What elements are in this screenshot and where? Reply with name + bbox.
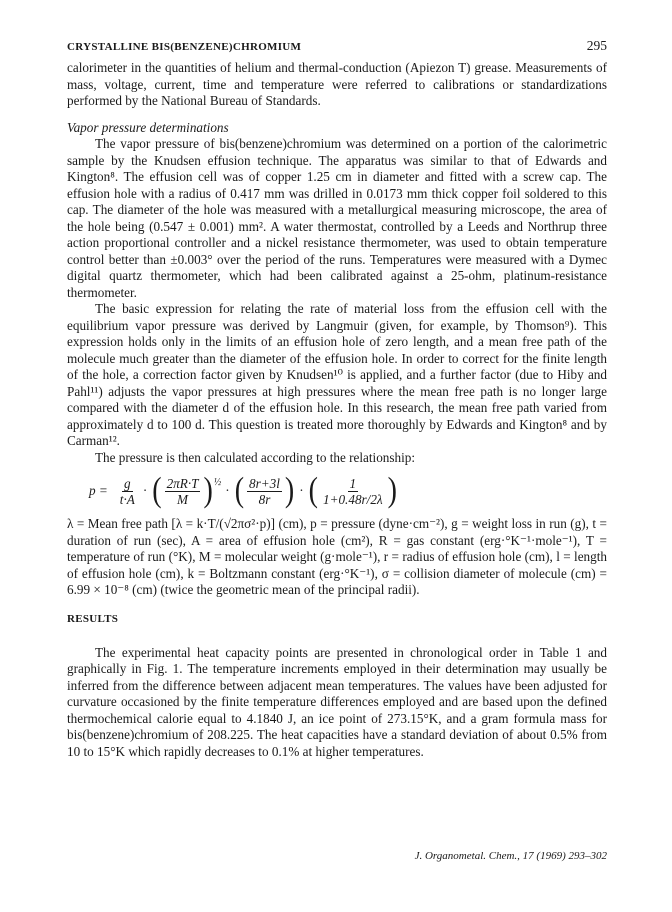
fraction-numerator: 8r+3l [249, 475, 280, 491]
paragraph-symbol-definitions: λ = Mean free path [λ = k·T/(√2πσ²·p)] (cm), p = pressure (dyne·cm⁻²), g = weight loss in run (g), t = duration of run (sec), A = area of effusion hole (cm²), R = gas constant (erg·°K⁻¹·mole⁻¹), T = temperature of run (°K), M = molecular weight (g·mole⁻¹), r = radius of effusion hole (cm), l = length of effusion hole (cm), k = Boltzmann constant (erg·°K⁻¹), σ = collision diameter of molecule (cm) = 6.99 × 10⁻⁸ (cm) (twice the geometric mean of the principal radii). [67, 516, 607, 597]
paragraph-knudsen: The vapor pressure of bis(benzene)chromium was determined on a portion of the calorimetric sample by the Knudsen effusion technique. The apparatus was similar to that of Edwards and Kington⁸. The effusion cell was of copper 1.25 cm in diameter and fitted with a screw cap. The effusion hole with a radius of 0.417 mm was drilled in 0.0173 mm thick copper foil soldered to this cap. The diameter of the hole was measured with a metallurgical measuring microscope, the area of the hole being (0.547 ± 0.001) mm². A water thermostat, controlled by a Leeds and Northrup three action proportional controller and a nickel resistance thermometer, was used to obtain temperature control better than ±0.003° over the period of the runs. Temperatures were measured with a Dymec digital quartz thermometer, which had been calibrated against a 25-ohm, platinum-resistance thermometer. [67, 136, 607, 300]
page-number: 295 [586, 38, 607, 53]
fraction-denominator: t·A [119, 491, 135, 507]
paragraph-results: The experimental heat capacity points are presented in chronological order in Table 1 and graphically in Fig. 1. The temperature increments employed in their determination may usually be inferred from the difference between adjacent mean temperatures. The values have been adjusted for curvature occasioned by the finite temperature differences employed and are based upon the defined thermochemical calorie equal to 4.1840 J, an ice point of 273.15°K, and a gram formula mass for bis(benzene)chromium of 208.225. The heat capacities have a standard deviation of about 0.5% from 10 to 15°K which rapidly decreases to 0.1% at higher temperatures. [67, 644, 607, 759]
page [67, 38, 607, 862]
pressure-equation: p = $\frac{g}{t\cdot A}$ · ( $\frac{2\pi R\cdot T}{M}$ ) $^{\frac{1}{2}}$ · ( $\frac{8r+3l}{8r}$ ) · ( $\frac{1}{1+0.48r/2\lambda}$ ) [89, 471, 397, 510]
fraction-numerator: g [124, 475, 131, 491]
subheading-vapor-pressure: Vapor pressure determinations [67, 119, 229, 135]
fraction-denominator: 1+0.48r/2λ [322, 491, 383, 507]
journal-citation: J. Organometal. Chem., 17 (1969) 293–302 [414, 850, 607, 862]
paragraph-calorimeter: calorimeter in the quantities of helium and thermal-conduction (Apiezon T) grease. Measurements of mass, voltage, current, time and temperature were referred to calibrations or standardizations performed by the National Bureau of Standards. [67, 60, 607, 108]
equation-exponent: ½ [213, 476, 222, 488]
fraction-denominator: 8r [258, 491, 271, 507]
paragraph-pressure-intro: The pressure is then calculated according to the relationship: [95, 449, 416, 465]
fraction-pressure-correction [321, 476, 385, 507]
fraction-g-over-tA [118, 476, 137, 507]
paragraph-langmuir: The basic expression for relating the rate of material loss from the effusion cell with the equilibrium vapor pressure was derived by Langmuir (given, for example, by Thomson⁹). This expression holds only in the limits of an effusion hole of zero length, and a mean free path of the molecule much greater than the diameter of the effusion hole. In order to correct for the finite length of the hole, a correction factor given by Knudsen¹⁰ is applied, and a further factor (due to Hiby and Pahl¹¹) adjusts the vapor pressures at high pressures where the mean free path is no longer large compared with the diameter d of the effusion hole. In this research, the mean free path varied from approximately d to 100 d. This question is treated more thoroughly by Edwards and Kington⁸ and by Carman¹². [67, 301, 607, 448]
fraction-length-correction [247, 476, 282, 507]
equation-lhs: p = [89, 483, 108, 498]
fraction-denominator: M [177, 491, 188, 507]
section-heading-results: RESULTS [67, 612, 119, 625]
running-title: CRYSTALLINE BIS(BENZENE)CHROMIUM [67, 41, 302, 53]
fraction-numerator: 1 [349, 475, 357, 491]
fraction-2piRT-over-M [165, 476, 201, 507]
page-header [67, 38, 607, 60]
fraction-numerator: 2πR·T [166, 475, 199, 491]
